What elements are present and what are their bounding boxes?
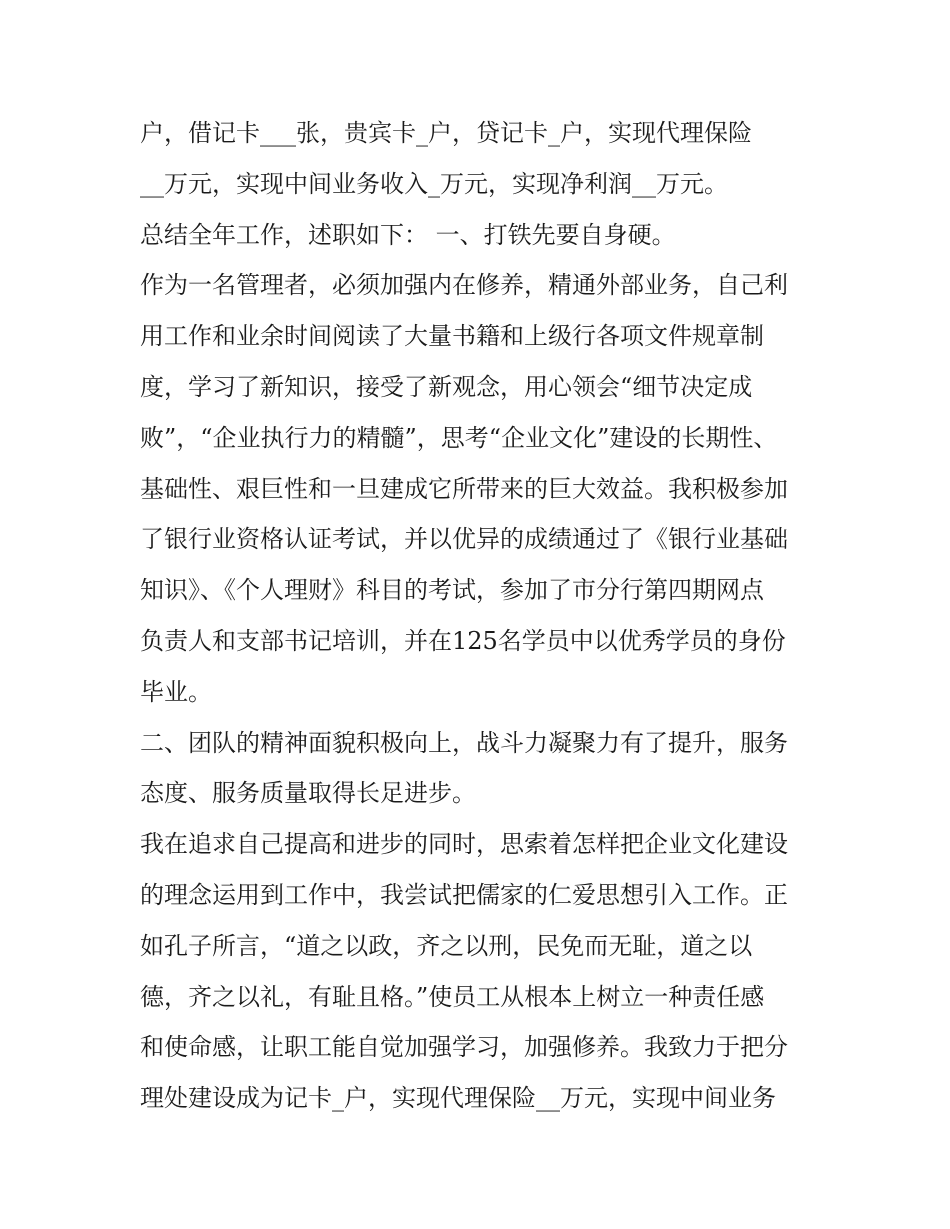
text-line: 理处建设成为记卡_户，实现代理保险__万元，实现中间业务 [140, 1084, 776, 1113]
text-line: 基础性、艰巨性和一旦建成它所带来的巨大效益。我积极参加 [140, 474, 788, 503]
text-line: 二、团队的精神面貌积极向上，战斗力凝聚力有了提升，服务 [140, 728, 788, 757]
text-line: 作为一名管理者，必须加强内在修养，精通外部业务，自己利 [140, 271, 788, 300]
text-line: 我在追求自己提高和进步的同时，思索着怎样把企业文化建设 [140, 830, 788, 859]
text-line: 了银行业资格认证考试，并以优异的成绩通过了《银行业基础 [140, 525, 788, 554]
text-line: 知识》、《个人理财》科目的考试，参加了市分行第四期网点 [140, 576, 764, 605]
text-line: 如孔子所言，“道之以政，齐之以刑，民免而无耻，道之以 [140, 931, 753, 960]
text-line: 态度、服务质量取得长足进步。 [140, 779, 476, 808]
document-body [140, 108, 820, 1124]
text-line: 度，学习了新知识，接受了新观念，用心领会“细节决定成 [140, 372, 753, 401]
text-line: 负责人和支部书记培训，并在125名学员中以优秀学员的身份 [140, 626, 786, 655]
text-line: 用工作和业余时间阅读了大量书籍和上级行各项文件规章制 [140, 322, 764, 351]
text-line: 毕业。 [140, 677, 212, 706]
text-line: 的理念运用到工作中，我尝试把儒家的仁爱思想引入工作。正 [140, 880, 788, 909]
text-line: 败”，“企业执行力的精髓”，思考“企业文化”建设的长期性、 [140, 423, 778, 452]
text-line: 总结全年工作，述职如下： 一、打铁先要自身硬。 [140, 220, 676, 249]
text-line: 和使命感，让职工能自觉加强学习，加强修养。我致力于把分 [140, 1033, 788, 1062]
text-line: 德，齐之以礼，有耻且格。”使员工从根本上树立一种责任感 [140, 982, 765, 1011]
text-line: __万元，实现中间业务收入_万元，实现净利润__万元。 [140, 169, 728, 198]
text-line: 户，借记卡___张，贵宾卡_户，贷记卡_户，实现代理保险 [140, 119, 752, 147]
